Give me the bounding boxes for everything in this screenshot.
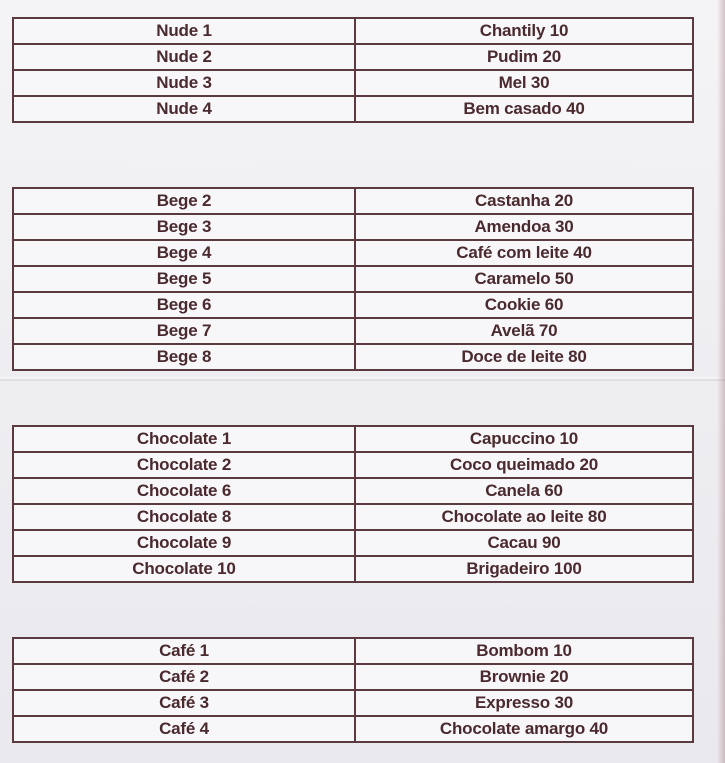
shade-name-cell: Bege 3 xyxy=(13,214,355,240)
shade-name-cell: Nude 4 xyxy=(13,96,355,122)
flavor-cell: Amendoa 30 xyxy=(355,214,693,240)
table-row xyxy=(13,504,693,530)
table-row xyxy=(13,664,693,690)
table-row xyxy=(13,716,693,742)
table-row xyxy=(13,266,693,292)
shade-name-cell: Café 2 xyxy=(13,664,355,690)
flavor-cell: Chocolate ao leite 80 xyxy=(355,504,693,530)
shade-name-cell: Chocolate 2 xyxy=(13,452,355,478)
table-row xyxy=(13,188,693,214)
flavor-cell: Mel 30 xyxy=(355,70,693,96)
chocolate-table xyxy=(12,425,694,583)
nude-table xyxy=(12,17,694,123)
shade-name-cell: Bege 6 xyxy=(13,292,355,318)
table-row xyxy=(13,426,693,452)
shade-name-cell: Chocolate 1 xyxy=(13,426,355,452)
table-row xyxy=(13,292,693,318)
cafe-table xyxy=(12,637,694,743)
shade-name-cell: Nude 3 xyxy=(13,70,355,96)
shade-name-cell: Bege 2 xyxy=(13,188,355,214)
flavor-cell: Coco queimado 20 xyxy=(355,452,693,478)
flavor-cell: Cacau 90 xyxy=(355,530,693,556)
flavor-cell: Brigadeiro 100 xyxy=(355,556,693,582)
flavor-cell: Cookie 60 xyxy=(355,292,693,318)
flavor-cell: Expresso 30 xyxy=(355,690,693,716)
shade-name-cell: Chocolate 9 xyxy=(13,530,355,556)
flavor-cell: Pudim 20 xyxy=(355,44,693,70)
shade-name-cell: Café 4 xyxy=(13,716,355,742)
table-row xyxy=(13,240,693,266)
shade-name-cell: Bege 8 xyxy=(13,344,355,370)
table-row xyxy=(13,70,693,96)
table-row xyxy=(13,96,693,122)
shade-name-cell: Bege 4 xyxy=(13,240,355,266)
table-row xyxy=(13,452,693,478)
shade-name-cell: Nude 2 xyxy=(13,44,355,70)
flavor-cell: Castanha 20 xyxy=(355,188,693,214)
table-row xyxy=(13,318,693,344)
shade-name-cell: Bege 5 xyxy=(13,266,355,292)
flavor-cell: Chocolate amargo 40 xyxy=(355,716,693,742)
flavor-cell: Caramelo 50 xyxy=(355,266,693,292)
table-row xyxy=(13,44,693,70)
flavor-cell: Bem casado 40 xyxy=(355,96,693,122)
shade-name-cell: Café 1 xyxy=(13,638,355,664)
shade-name-cell: Bege 7 xyxy=(13,318,355,344)
table-row xyxy=(13,214,693,240)
shade-name-cell: Chocolate 8 xyxy=(13,504,355,530)
page-edge-shadow xyxy=(717,0,725,763)
table-row xyxy=(13,530,693,556)
shade-name-cell: Nude 1 xyxy=(13,18,355,44)
flavor-cell: Doce de leite 80 xyxy=(355,344,693,370)
paper-fold-line xyxy=(0,377,725,381)
table-row xyxy=(13,638,693,664)
table-row xyxy=(13,344,693,370)
shade-name-cell: Chocolate 10 xyxy=(13,556,355,582)
flavor-cell: Brownie 20 xyxy=(355,664,693,690)
flavor-cell: Capuccino 10 xyxy=(355,426,693,452)
flavor-cell: Canela 60 xyxy=(355,478,693,504)
shade-name-cell: Café 3 xyxy=(13,690,355,716)
flavor-cell: Café com leite 40 xyxy=(355,240,693,266)
table-row xyxy=(13,690,693,716)
table-row xyxy=(13,478,693,504)
shade-name-cell: Chocolate 6 xyxy=(13,478,355,504)
table-row xyxy=(13,556,693,582)
table-row xyxy=(13,18,693,44)
flavor-cell: Chantily 10 xyxy=(355,18,693,44)
bege-table xyxy=(12,187,694,371)
flavor-cell: Avelã 70 xyxy=(355,318,693,344)
flavor-cell: Bombom 10 xyxy=(355,638,693,664)
